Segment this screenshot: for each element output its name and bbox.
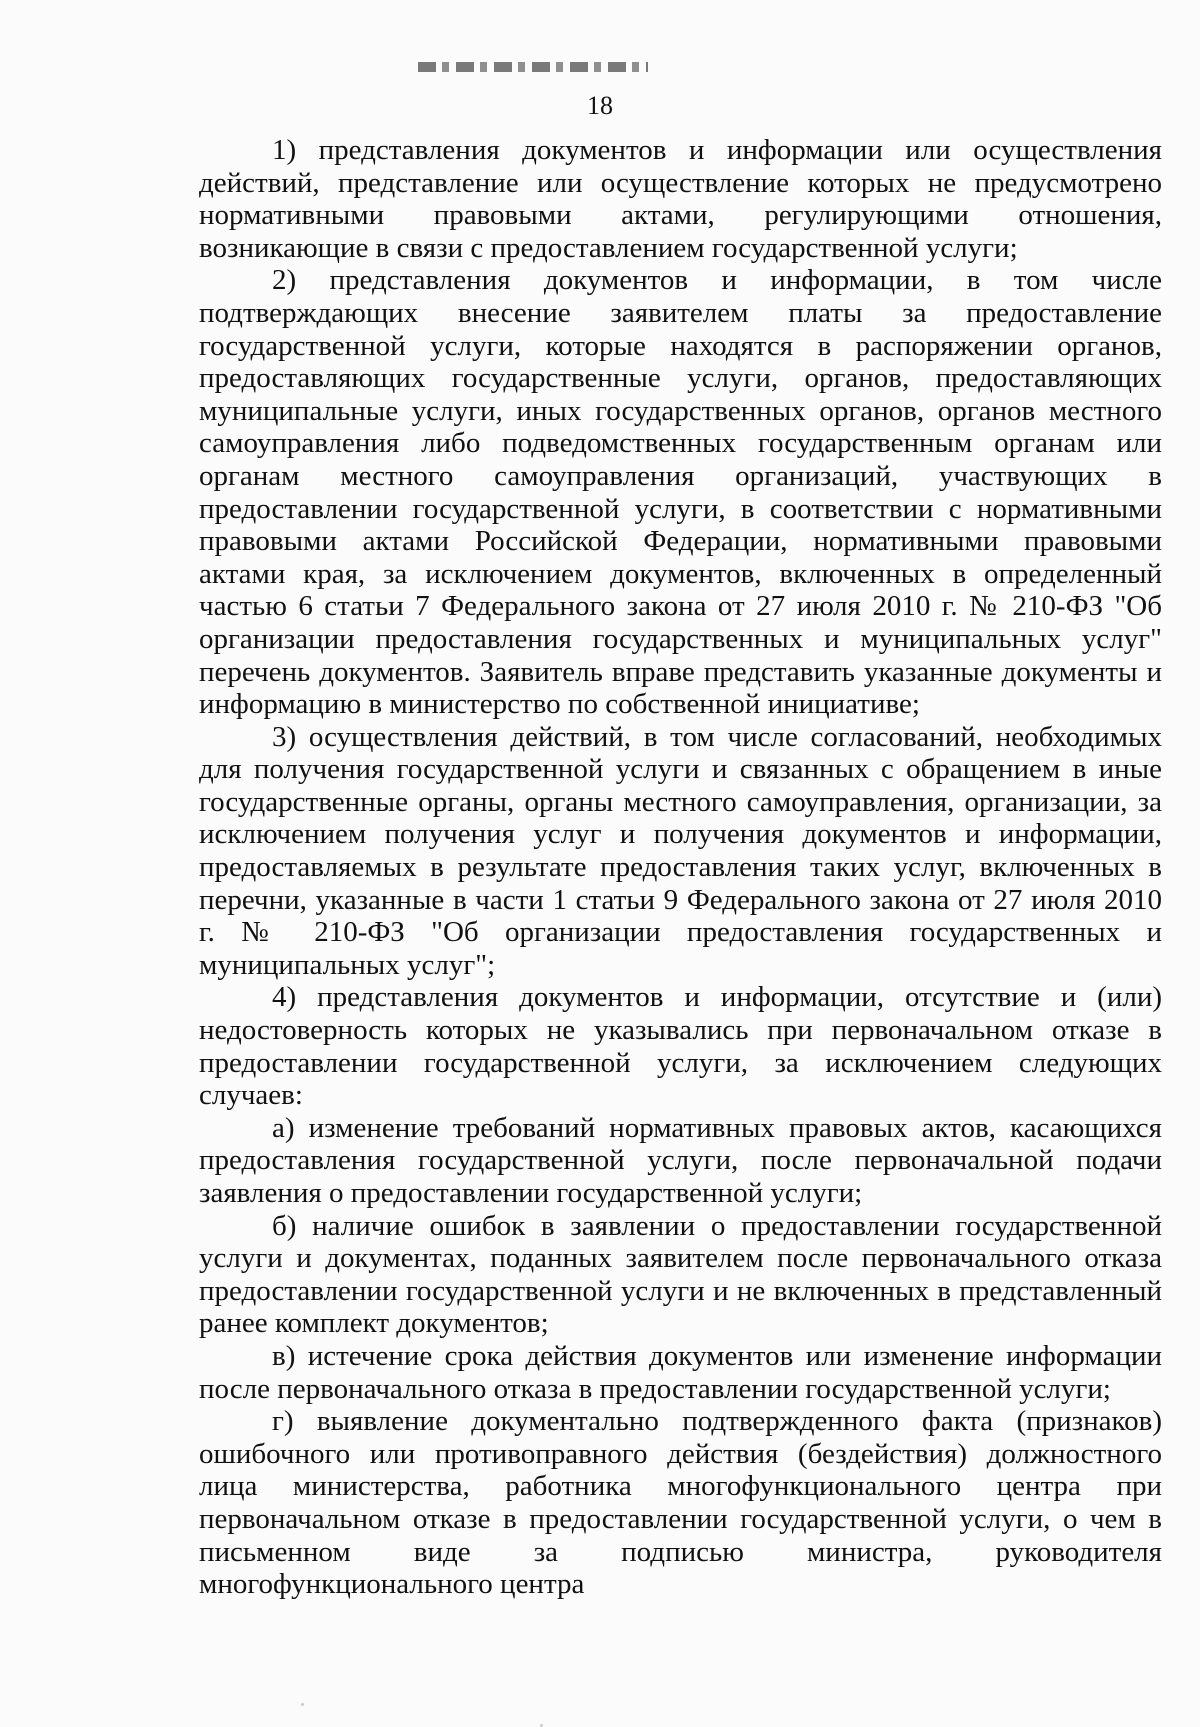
page-number: 18 (587, 91, 613, 120)
paragraph-item-3: 3) осуществления действий, в том числе согласований, необходимых для получения государственной услуги и связанных с обращением в иные государственные органы, органы местного самоуправления, организации, за исключением получения услуг и получения документов и информации, предоставляемых в результате предоставления таких услуг, включенных в перечни, указанные в части 1 статьи 9 Федерального закона от 27 июля 2010 г. № 210-ФЗ "Об организации предоставления государственных и муниципальных услуг"; (199, 720, 1162, 981)
paragraph-item-1: 1) представления документов и информации или осуществления действий, представление или осуществление которых не предусмотрено нормативными правовыми актами, регулирующими отношения, возникающие в связи с предоставлением государственной услуги; (199, 134, 1162, 264)
document-body (199, 134, 1162, 1601)
subparagraph-b: б) наличие ошибок в заявлении о предоставлении государственной услуги и документах, поданных заявителем после первоначального отказа предоставлении государственной услуги и не включенных в представленный ранее комплект документов; (199, 1209, 1162, 1340)
paragraph-item-4: 4) представления документов и информации, отсутствие и (или) недостоверность которых не указывались при первоначальном отказе в предоставлении государственной услуги, за исключением следующих случаев: (199, 981, 1162, 1112)
subparagraph-a: а) изменение требований нормативных правовых актов, касающихся предоставления государственной услуги, после первоначальной подачи заявления о предоставлении государственной услуги; (199, 1111, 1162, 1209)
scan-speck (301, 1703, 304, 1706)
paragraph-item-2: 2) представления документов и информации, в том числе подтверждающих внесение заявителем платы за предоставление государственной услуги, которые находятся в распоряжении органов, предоставляющих государственные услуги, органов, предоставляющих муниципальные услуги, иных государственных органов, органов местного самоуправления либо подведомственных государственным органам или органам местного самоуправления организаций, участвующих в предоставлении государственной услуги, в соответствии с нормативными правовыми актами Российской Федерации, нормативными правовыми актами края, за исключением документов, включенных в определенный частью 6 статьи 7 Федерального закона от 27 июля 2010 г. № 210-ФЗ "Об организации предоставления государственных и муниципальных услуг" перечень документов. Заявитель вправе представить указанные документы и информацию в министерство по собственной инициативе; (199, 264, 1162, 721)
scan-artifact-mark (418, 62, 648, 72)
subparagraph-g: г) выявление документально подтвержденного факта (признаков) ошибочного или противоправного действия (бездействия) должностного лица министерства, работника многофункционального центра при первоначальном отказе в предоставлении государственной услуги, о чем в письменном виде за подписью министра, руководителя многофункционального центра (199, 1405, 1162, 1601)
subparagraph-v: в) истечение срока действия документов или изменение информации после первоначального отказа в предоставлении государственной услуги; (199, 1339, 1162, 1405)
